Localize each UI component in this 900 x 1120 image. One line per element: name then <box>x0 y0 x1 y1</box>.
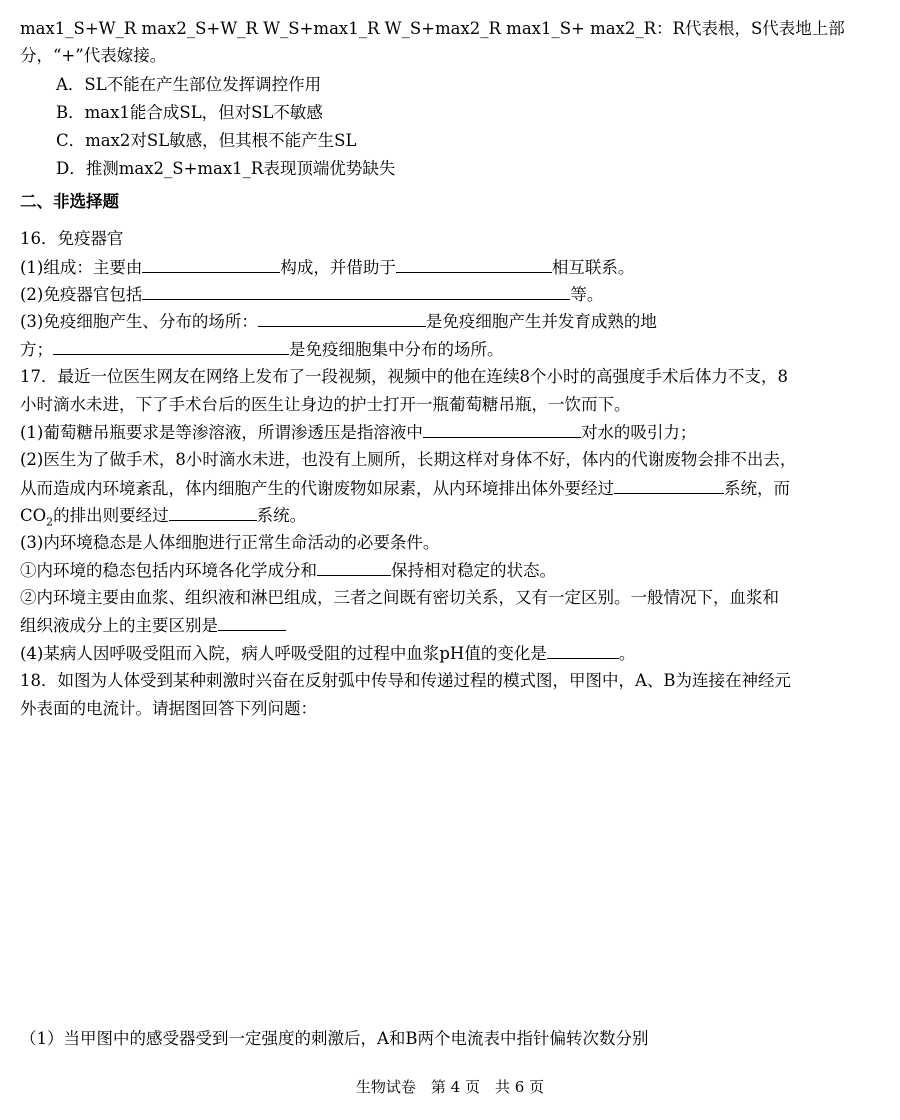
answer-blank[interactable] <box>396 256 552 273</box>
q16-part-3-text-c: 方； <box>20 340 53 359</box>
q15-option-a: A．SL不能在产生部位发挥调控作用 <box>56 75 322 94</box>
section-heading: 二、非选择题 <box>20 192 119 211</box>
q17-part-3-sub-1 <box>20 559 556 582</box>
page-footer: 生物试卷 第 4 页 共 6 页 <box>355 1078 545 1096</box>
q15-option-d: D．推测max2_S+max1_R表现顶端优势缺失 <box>56 159 396 178</box>
q17-part-1-text-b: 对水的吸引力； <box>580 423 697 442</box>
q15-line-2: 分，“+”代表嫁接。 <box>20 46 167 65</box>
q16-part-1-text-b: 构成，并借助于 <box>280 258 396 277</box>
q17-part-3-sub-2-line-1: ②内环境主要由血浆、组织液和淋巴组成，三者之间既有密切关系，又有一定区别。一般情况下，血浆和 <box>20 588 779 607</box>
q17-part-4-text-a: (4)某病人因呼吸受阻而入院，病人呼吸受阻的过程中血浆pH值的变化是 <box>20 644 547 663</box>
q17-intro-2: 小时滴水未进，下了手术台后的医生让身边的护士打开一瓶葡萄糖吊瓶，一饮而下。 <box>20 395 631 414</box>
q16-part-2 <box>20 283 603 306</box>
q16-part-3 <box>20 310 657 333</box>
q16-title: 16．免疫器官 <box>20 229 124 248</box>
q17-part-2-line-1: (2)医生为了做手术，8小时滴水未进，也没有上厕所，长期这样对身体不好，体内的代谢废物会排不出去， <box>20 450 797 469</box>
q18-part-1: （1）当甲图中的感受器受到一定强度的刺激后，A和B两个电流表中指针偏转次数分别 <box>20 1029 649 1048</box>
answer-blank[interactable] <box>258 310 426 327</box>
co2-label: CO <box>20 506 47 525</box>
co2-subscript: 2 <box>46 515 54 529</box>
answer-blank[interactable] <box>547 642 619 659</box>
q16-part-3-text-b: 是免疫细胞产生并发育成熟的地 <box>425 312 657 331</box>
q15-line-1: max1_S+W_R max2_S+W_R W_S+max1_R W_S+max2_R max1_S+ max2_R：R代表根，S代表地上部 <box>20 19 845 38</box>
q16-part-1-text-a: (1)组成：主要由 <box>20 258 143 277</box>
q15-option-b: B．max1能合成SL，但对SL不敏感 <box>56 103 323 122</box>
q17-part-1 <box>20 421 696 444</box>
q17-part-3-sub-2-line-2 <box>20 614 286 637</box>
q18-intro-1: 18．如图为人体受到某种刺激时兴奋在反射弧中传导和传递过程的模式图，甲图中，A、B为连接在神经元 <box>20 671 792 690</box>
q16-part-3-text-d: 是免疫细胞集中分布的场所。 <box>289 340 504 359</box>
answer-blank[interactable] <box>614 477 724 494</box>
q17-part-2-text-d: 的排出则要经过 <box>53 506 169 525</box>
q17-part-3: (3)内环境稳态是人体细胞进行正常生命活动的必要条件。 <box>20 533 440 552</box>
answer-blank[interactable] <box>169 504 257 521</box>
answer-blank[interactable] <box>53 338 289 355</box>
q16-part-2-text-a: (2)免疫器官包括 <box>20 285 143 304</box>
answer-blank[interactable] <box>317 559 391 576</box>
q17-intro-1: 17．最近一位医生网友在网络上发布了一段视频，视频中的他在连续8个小时的高强度手术后体力不支，8 <box>20 367 788 386</box>
answer-blank[interactable] <box>142 256 280 273</box>
answer-blank[interactable] <box>218 614 286 631</box>
q17-part-3b-text: 组织液成分上的主要区别是 <box>20 616 218 635</box>
q17-part-1-text-a: (1)葡萄糖吊瓶要求是等渗溶液，所谓渗透压是指溶液中 <box>20 423 423 442</box>
answer-blank[interactable] <box>142 283 570 300</box>
q17-part-3a-text-a: ①内环境的稳态包括内环境各化学成分和 <box>20 561 317 580</box>
q17-part-2-text-b: 从而造成内环境紊乱，体内细胞产生的代谢废物如尿素，从内环境排出体外要经过 <box>20 479 614 498</box>
q17-part-2-text-c: 系统，而 <box>724 479 790 498</box>
q18-intro-2: 外表面的电流计。请据图回答下列问题： <box>20 699 317 718</box>
q17-part-4 <box>20 642 635 665</box>
q17-part-3a-text-b: 保持相对稳定的状态。 <box>391 561 556 580</box>
q17-part-2-text-e: 系统。 <box>256 506 307 525</box>
q16-part-2-text-b: 等。 <box>570 285 604 304</box>
q17-part-4-text-b: 。 <box>618 644 636 663</box>
q16-part-1-text-c: 相互联系。 <box>551 258 635 277</box>
q16-part-3-text-a: (3)免疫细胞产生、分布的场所： <box>20 312 258 331</box>
q17-part-2-line-2 <box>20 477 790 500</box>
q16-part-3-cont <box>20 338 504 361</box>
q16-part-1 <box>20 256 634 279</box>
answer-blank[interactable] <box>423 421 581 438</box>
q17-part-2-line-3 <box>20 504 306 533</box>
q15-option-c: C．max2对SL敏感，但其根不能产生SL <box>56 131 357 150</box>
